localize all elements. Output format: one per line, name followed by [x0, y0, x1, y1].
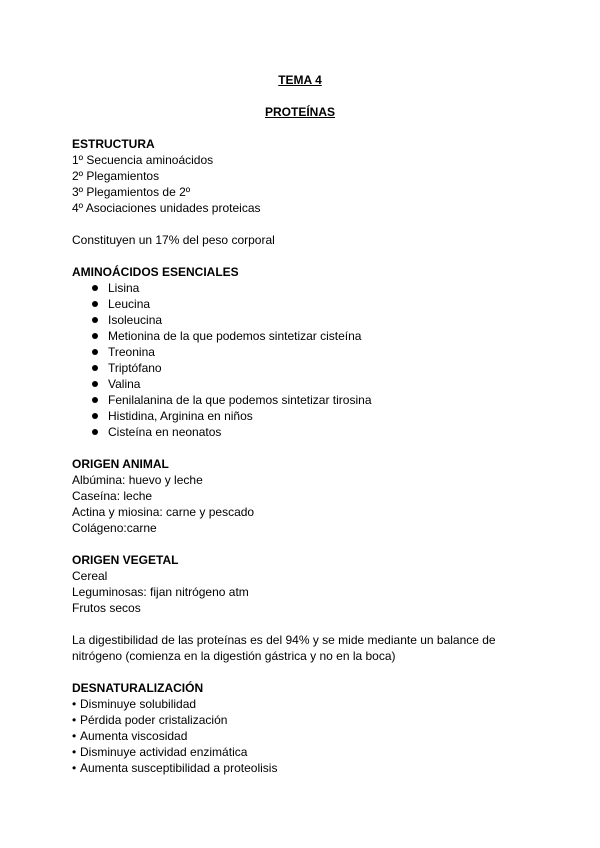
desnaturalizacion-heading: DESNATURALIZACIÓN: [72, 681, 204, 695]
list-item-label: Disminuye solubilidad: [80, 697, 197, 711]
estructura-line: 4º Asociaciones unidades proteicas: [72, 201, 261, 215]
list-item: [72, 424, 542, 440]
list-item-label: Aumenta susceptibilidad a proteolisis: [80, 761, 278, 775]
list-item-label: Triptófano: [108, 361, 162, 375]
origen-animal-line: Caseína: leche: [72, 489, 153, 503]
list-item: [72, 344, 542, 360]
origen-animal-line: Colágeno:carne: [72, 521, 157, 535]
origen-vegetal-line: Cereal: [72, 569, 108, 583]
page-subtitle: PROTEÍNAS: [264, 105, 335, 119]
bullet-dot-icon: [92, 365, 98, 371]
list-item: [72, 296, 542, 312]
list-item-label: Leucina: [108, 297, 151, 311]
estructura-heading: ESTRUCTURA: [72, 137, 155, 151]
bullet-dot-icon: [92, 397, 98, 403]
list-item: [72, 744, 542, 760]
list-item: [72, 408, 542, 424]
list-item-label: Disminuye actividad enzimática: [80, 745, 248, 759]
document-body: [72, 136, 542, 776]
list-item-label: Histidina, Arginina en niños: [108, 409, 253, 423]
list-item: [72, 712, 542, 728]
bullet-icon: •: [72, 745, 77, 759]
origen-animal-line: Albúmina: huevo y leche: [72, 473, 203, 487]
aminoacidos-heading: AMINOÁCIDOS ESENCIALES: [72, 265, 239, 279]
aminoacidos-list: [72, 280, 542, 440]
origen-vegetal-line: Frutos secos: [72, 601, 141, 615]
origen-vegetal-heading: ORIGEN VEGETAL: [72, 553, 179, 567]
bullet-dot-icon: [92, 429, 98, 435]
list-item: [72, 760, 542, 776]
list-item-label: Cisteína en neonatos: [108, 425, 222, 439]
origen-animal-line: Actina y miosina: carne y pescado: [72, 505, 255, 519]
estructura-line: 1º Secuencia aminoácidos: [72, 153, 214, 167]
bullet-dot-icon: [92, 285, 98, 291]
list-item-label: Lisina: [108, 281, 140, 295]
list-item-label: Aumenta viscosidad: [80, 729, 188, 743]
bullet-dot-icon: [92, 317, 98, 323]
list-item: [72, 360, 542, 376]
list-item-label: Fenilalanina de la que podemos sintetizar tirosina: [108, 393, 372, 407]
list-item: [72, 392, 542, 408]
bullet-dot-icon: [92, 349, 98, 355]
list-item: [72, 728, 542, 744]
list-item: [72, 280, 542, 296]
list-item-label: Pérdida poder cristalización: [80, 713, 228, 727]
origen-animal-heading: ORIGEN ANIMAL: [72, 457, 169, 471]
list-item-label: Isoleucina: [108, 313, 163, 327]
list-item-label: Metionina de la que podemos sintetizar cisteína: [108, 329, 362, 343]
list-item: [72, 376, 542, 392]
bullet-dot-icon: [92, 381, 98, 387]
estructura-line: 3º Plegamientos de 2º: [72, 185, 191, 199]
list-item-label: Valina: [108, 377, 141, 391]
bullet-icon: •: [72, 729, 77, 743]
digestibilidad-paragraph: La digestibilidad de las proteínas es del 94% y se mide mediante un balance de nitrógeno (comienza en la digestión gástrica y no en la boca): [72, 633, 496, 663]
bullet-dot-icon: [92, 301, 98, 307]
bullet-icon: •: [72, 761, 77, 775]
list-item: [72, 696, 542, 712]
bullet-icon: •: [72, 713, 77, 727]
constituyen-text: Constituyen un 17% del peso corporal: [72, 233, 275, 247]
page-title: TEMA 4: [278, 73, 322, 87]
bullet-icon: •: [72, 697, 77, 711]
origen-vegetal-line: Leguminosas: fijan nitrógeno atm: [72, 585, 249, 599]
desnaturalizacion-list: [72, 696, 542, 776]
list-item-label: Treonina: [108, 345, 155, 359]
estructura-line: 2º Plegamientos: [72, 169, 160, 183]
list-item: [72, 312, 542, 328]
list-item: [72, 328, 542, 344]
bullet-dot-icon: [92, 413, 98, 419]
bullet-dot-icon: [92, 333, 98, 339]
